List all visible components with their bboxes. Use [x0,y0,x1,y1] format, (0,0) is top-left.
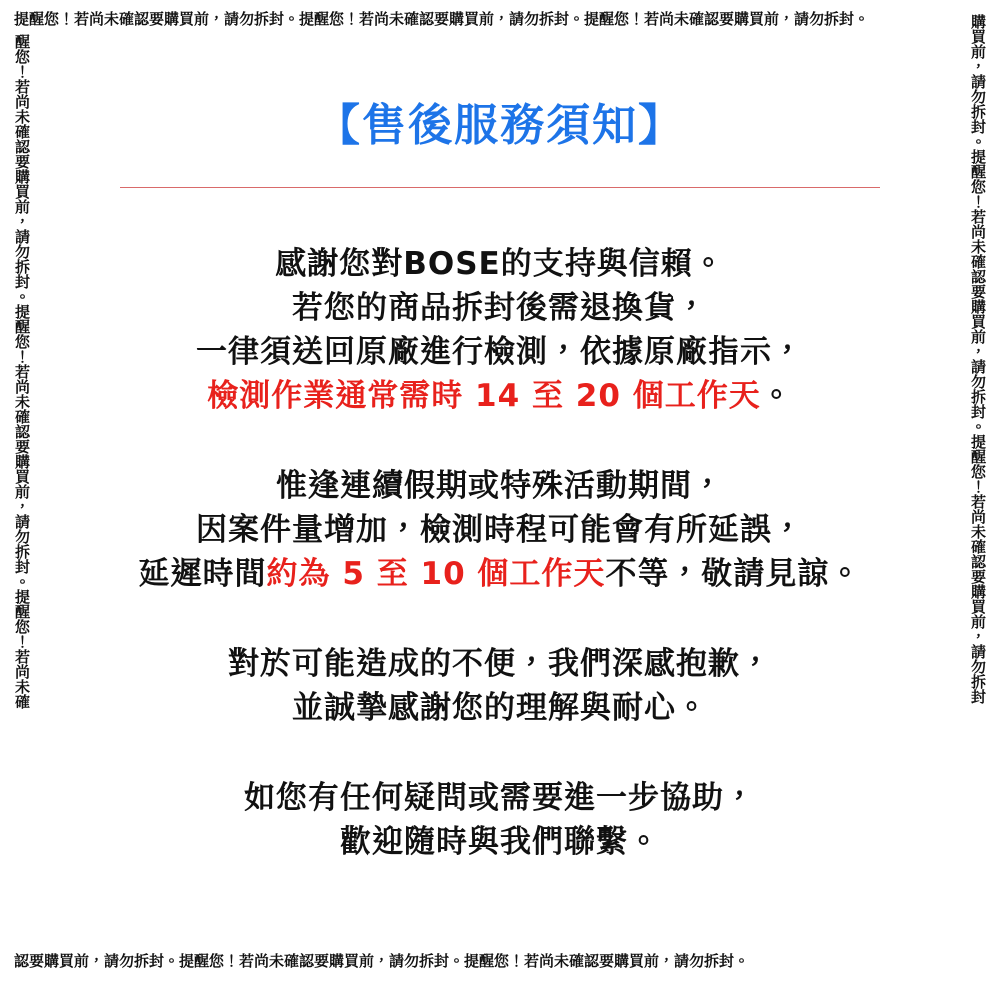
paragraph-line [60,820,940,864]
paragraph-line [60,508,940,552]
title-divider [120,187,880,188]
body-text: 歡迎隨時與我們聯繫。 [340,823,660,860]
body-text: 惟逢連續假期或特殊活動期間， [276,467,724,504]
body-text: 感謝您對BOSE的支持與信賴。 [275,245,725,282]
paragraph-line [60,776,940,820]
body-text: 如您有任何疑問或需要進一步協助， [244,779,756,816]
paragraph-line [60,642,940,686]
page-title: 【售後服務須知】 [316,100,684,151]
paragraph-line [60,552,940,596]
body-text: 。 [760,377,793,414]
marquee-text-top: 提醒您！若尚未確認要購買前，請勿拆封。提醒您！若尚未確認要購買前，請勿拆封。提醒您！若尚未確認要購買前，請勿拆封。 [14,10,870,28]
paragraph-line [60,464,940,508]
paragraph-line [60,330,940,374]
body-text: 並誠摯感謝您的理解與耐心。 [292,689,708,726]
notice-content [60,70,940,864]
paragraph-block [60,464,940,596]
paragraph-line [60,286,940,330]
highlighted-text: 檢測作業通常需時 14 至 20 個工作天 [207,377,761,414]
paragraph-block [60,642,940,730]
marquee-text-left: 醒您！若尚未確認要購買前，請勿拆封。提醒您！若尚未確認要購買前，請勿拆封。提醒您！若尚未確 [13,34,31,709]
paragraph-line [60,242,940,286]
marquee-text-right: 購買前，請勿拆封。提醒您！若尚未確認要購買前，請勿拆封。提醒您！若尚未確認要購買前，請勿拆封 [969,14,987,704]
body-text: 對於可能造成的不便，我們深感抱歉， [228,645,772,682]
marquee-text-bottom: 認要購買前，請勿拆封。提醒您！若尚未確認要購買前，請勿拆封。提醒您！若尚未確認要購買前，請勿拆封。 [14,952,750,970]
paragraph-line [60,686,940,730]
highlighted-text: 約為 5 至 10 個工作天 [266,555,606,592]
paragraph-block [60,242,940,418]
body-text: 因案件量增加，檢測時程可能會有所延誤， [196,511,804,548]
body-text: 不等，敬請見諒。 [605,555,862,592]
paragraph-line [60,374,940,418]
body-text: 若您的商品拆封後需退換貨， [292,289,708,326]
body-text: 一律須送回原廠進行檢測，依據原廠指示， [196,333,804,370]
body-text: 延遲時間 [138,555,267,592]
paragraph-block [60,776,940,864]
